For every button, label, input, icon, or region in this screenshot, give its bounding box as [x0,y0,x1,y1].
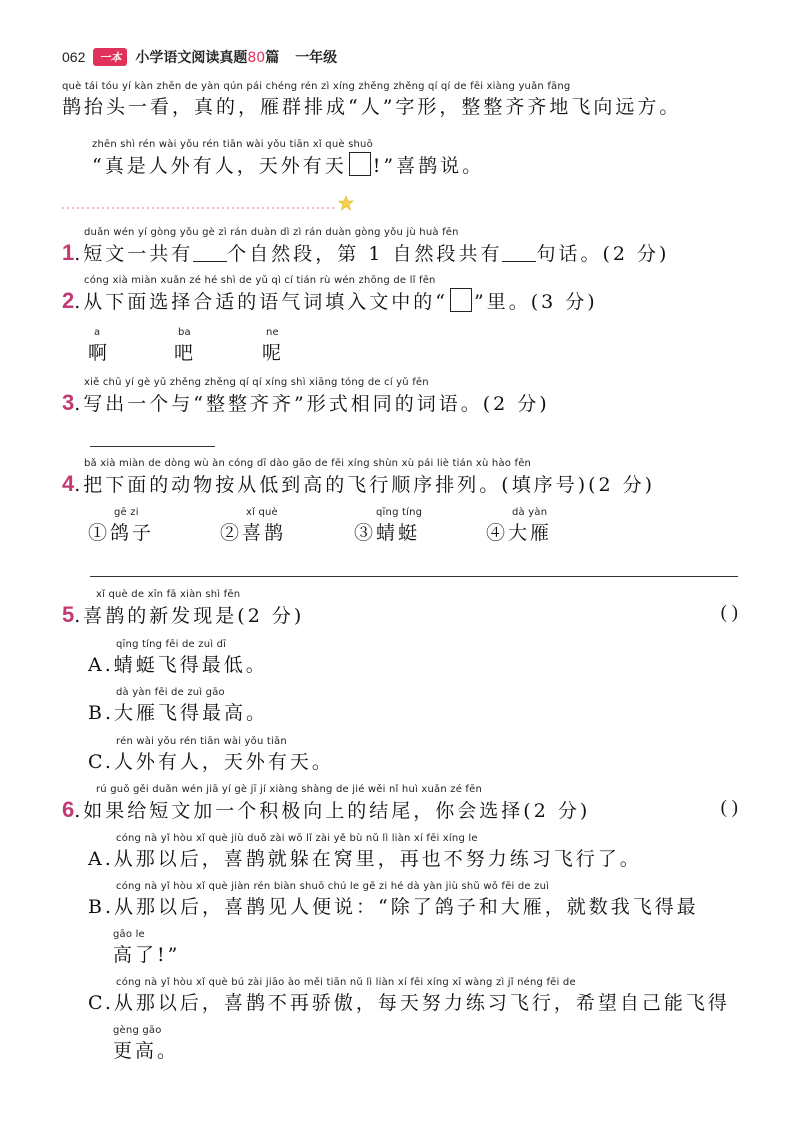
pinyin-row: zhēn shì rén wài yǒu rén tiān wài yǒu tiān xǐ què shuō [92,139,373,150]
question-2 [62,274,598,315]
option-ba: ba 吧 [174,327,197,364]
question-number: 1 [62,240,75,265]
question-text: 2.从下面选择合适的语气词填入文中的“ ”里。(3 分) [62,288,598,313]
pinyin-row: bǎ xià miàn de dòng wù àn cóng dī dào gāo de fēi xíng shùn xù pái liè tián xù hào fēn [84,458,532,469]
question-6 [62,783,590,824]
pinyin-row: què tái tóu yí kàn zhēn de yàn qún pái chéng rén zì xíng zhěng zhěng qí qí de fēi xiàng yuǎn fāng [62,81,571,92]
choice-b: dà yàn fēi de zuì gāo B.大雁飞得最高。 [88,687,269,724]
fill-box[interactable] [349,152,371,176]
question-3 [62,376,550,417]
question-text: 1.短文一共有 个自然段，第 1 自然段共有 句话。(2 分) [62,240,670,265]
grade-label: 一年级 [295,50,338,66]
option-a: a 啊 [88,327,111,364]
choice-c-continued: gèng gāo 更高。 [113,1025,180,1062]
passage-line-2 [92,138,484,179]
question-number: 5 [62,602,75,627]
answer-line[interactable] [90,576,738,577]
question-text: 4.把下面的动物按从低到高的飞行顺序排列。(填序号)(2 分) [62,471,656,496]
pinyin-row: xǐ què de xīn fā xiàn shì fēn [96,589,241,600]
choice-c: cóng nà yǐ hòu xǐ què bú zài jiāo ào měi tiān nǔ lì liàn xí fēi xíng xī wàng zì jǐ néng fēi de C.从那以后，喜鹊不再骄傲，每天努力练习飞行，希望自己能飞得 [88,977,730,1014]
question-4 [62,457,655,498]
animal-option-2: xǐ què ②喜鹊 [220,507,287,544]
page-number: 062 [62,49,86,65]
pinyin-row: xiě chū yí gè yǔ zhěng zhěng qí qí xíng shì xiāng tóng de cí yǔ fēn [84,377,429,388]
choice-c: rén wài yǒu rén tiān wài yǒu tiān C.人外有人，天外有天。 [88,736,334,773]
question-text: 5.喜鹊的新发现是(2 分) [62,602,305,627]
brand-logo: 一本 [93,48,127,66]
question-text: 6.如果给短文加一个积极向上的结尾，你会选择(2 分) [62,797,591,822]
text-row: “真是人外有人，天外有天 !”喜鹊说。 [92,152,484,179]
question-1 [62,226,669,267]
question-number: 6 [62,797,75,822]
choice-a: qīng tíng fēi de zuì dī A.蜻蜓飞得最低。 [88,639,268,676]
page-header [62,46,337,68]
choice-b-continued: gāo le 高了!” [113,929,181,966]
animal-option-1: gē zi ①鸽子 [88,507,155,544]
pinyin-row: duǎn wén yí gòng yǒu gè zì rán duàn dì zì rán duàn gòng yǒu jù huà fēn [84,227,459,238]
series-title: 小学语文阅读真题80篇 [135,50,280,66]
question-number: 2 [62,288,75,313]
question-text: 3.写出一个与“整整齐齐”形式相同的词语。(2 分) [62,390,550,415]
answer-blank[interactable] [193,243,227,262]
pinyin-row: rú guǒ gěi duǎn wén jiā yí gè jī jí xiàng shàng de jié wěi nǐ huì xuǎn zé fēn [96,784,483,795]
choice-b: cóng nà yǐ hòu xǐ què jiàn rén biàn shuō chú le gē zi hé dà yàn jiù shǔ wǒ fēi de zuì B.从那以后，喜鹊见人便说：“除了鸽子和大雁，就数我飞得最 [88,881,699,918]
pinyin-row: cóng xià miàn xuǎn zé hé shì de yǔ qì cí tián rù wén zhōng de lǐ fēn [84,275,436,286]
answer-blank[interactable] [502,243,536,262]
answer-parentheses[interactable]: ( ) [720,797,738,818]
question-5 [62,588,304,629]
animal-option-4: dà yàn ④大雁 [486,507,553,544]
fill-box [450,288,472,312]
choice-a: cóng nà yǐ hòu xǐ què jiù duǒ zài wō lǐ zài yě bù nǔ lì liàn xí fēi xíng le A.从那以后，喜鹊就躲在窝里，再也不努力练习飞行了。 [88,833,642,870]
section-divider [62,205,352,211]
question-number: 4 [62,471,75,496]
option-ne: ne 呢 [262,327,285,364]
star-icon [338,195,354,211]
animal-option-3: qīng tíng ③蜻蜓 [354,507,423,544]
text-row: 鹊抬头一看，真的，雁群排成“人”字形，整整齐齐地飞向远方。 [62,96,682,118]
answer-parentheses[interactable]: ( ) [720,602,738,623]
passage-line-1 [62,80,681,120]
answer-line[interactable] [90,446,215,447]
question-number: 3 [62,390,75,415]
